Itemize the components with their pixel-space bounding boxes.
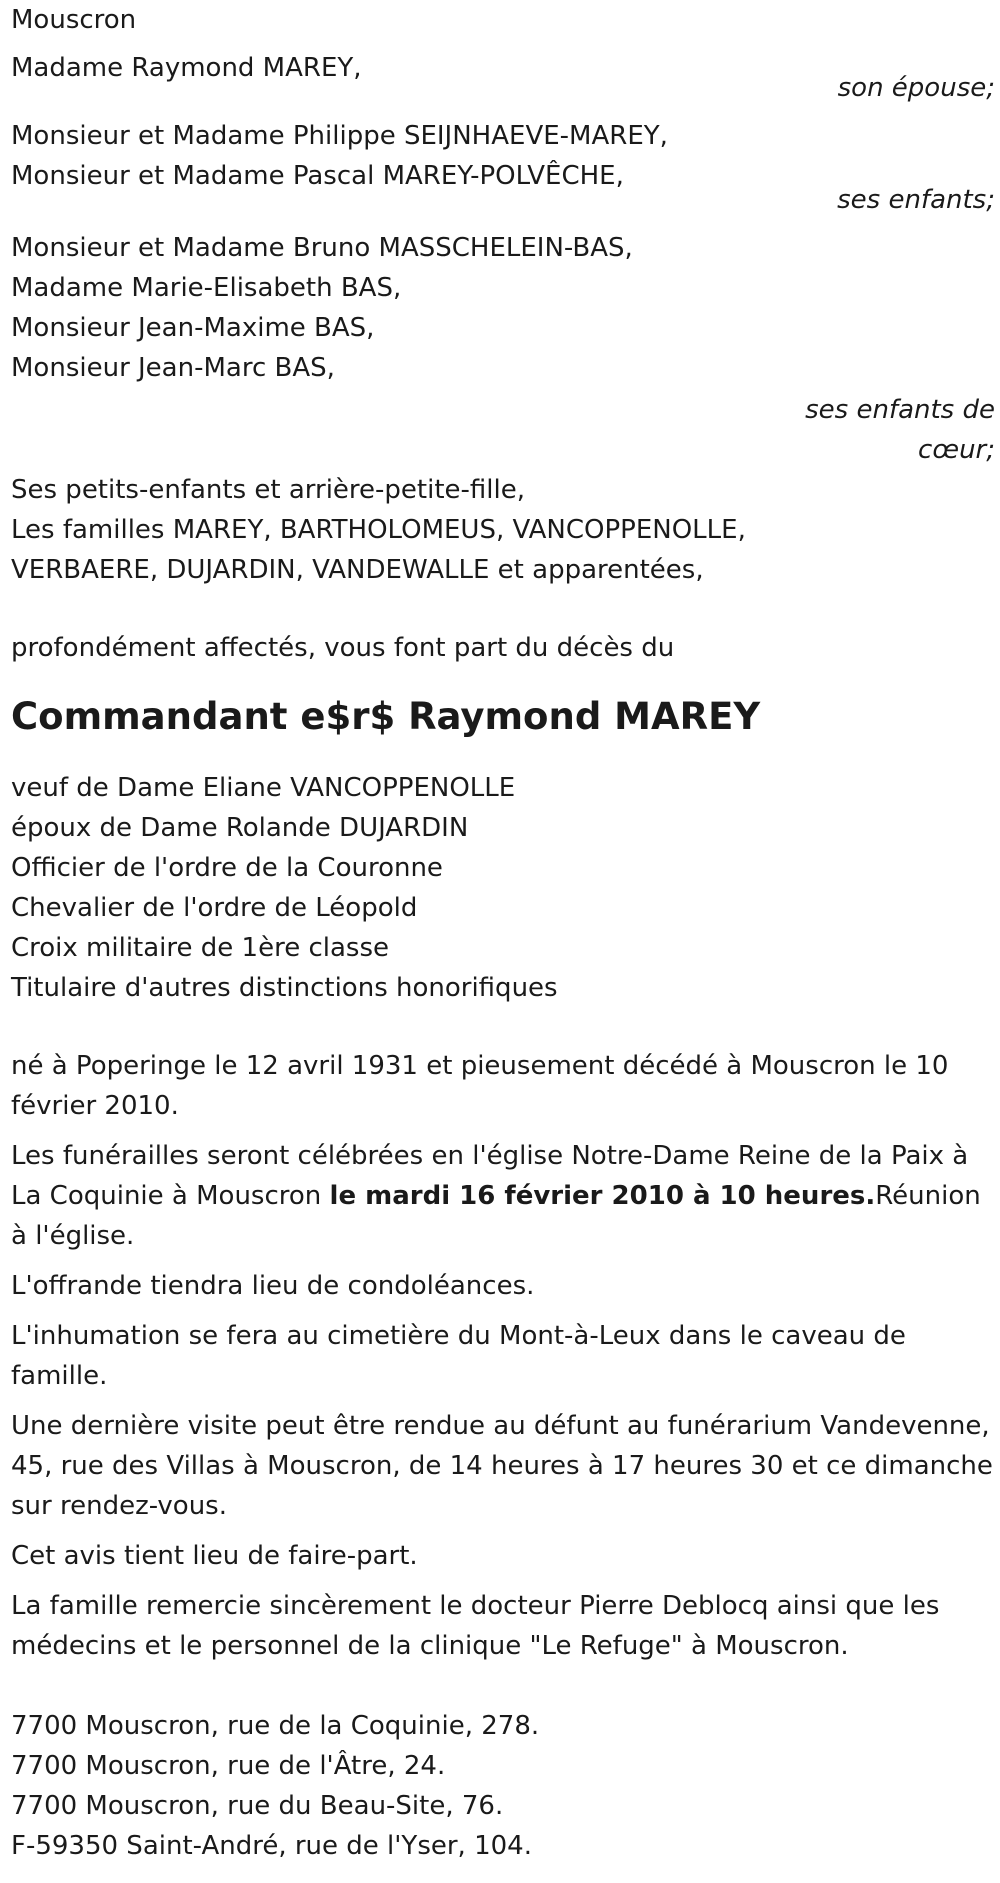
birth-paragraph: né à Poperinge le 12 avril 1931 et pieusement décédé à Mouscron le 10 février 2010.	[11, 1051, 949, 1121]
burial-paragraph: L'inhumation se fera au cimetière du Mont-à-Leux dans le caveau de famille.	[11, 1321, 906, 1391]
title-line: veuf de Dame Eliane VANCOPPENOLLE	[11, 773, 516, 803]
heart-children-block	[11, 228, 995, 470]
family-line: Ses petits-enfants et arrière-petite-fille,	[11, 475, 525, 505]
address-line: F-59350 Saint-André, rue de l'Yser, 104.	[11, 1831, 532, 1861]
addresses-block	[11, 1706, 995, 1866]
deceased-name-title: Commandant e$r$ Raymond MAREY	[11, 695, 761, 738]
funeral-meeting: Réunion à l'église.	[11, 1181, 981, 1251]
funeral-text: Les funérailles seront célébrées en l'église Notre-Dame Reine de la Paix à La Coquinie à Mouscron	[11, 1141, 969, 1211]
child-line: Monsieur et Madame Philippe SEIJNHAEVE-MAREY,	[11, 121, 668, 151]
address-line: 7700 Mouscron, rue du Beau-Site, 76.	[11, 1791, 504, 1821]
address-line: 7700 Mouscron, rue de la Coquinie, 278.	[11, 1711, 540, 1741]
announcement-text: profondément affectés, vous font part du décès du	[11, 633, 675, 663]
title-line: époux de Dame Rolande DUJARDIN	[11, 813, 469, 843]
funeral-paragraph	[11, 1136, 995, 1256]
title-line: Officier de l'ordre de la Couronne	[11, 853, 443, 883]
heart-children-role-cont: cœur;	[918, 435, 995, 465]
thanks-paragraph: La famille remercie sincèrement le docteur Pierre Deblocq ainsi que les médecins et le personnel de la clinique "Le Refuge" à Mouscron.	[11, 1591, 940, 1661]
city-heading: Mouscron	[11, 5, 137, 35]
titles-block	[11, 768, 995, 1008]
spouse-block	[11, 48, 995, 108]
spouse-role: son épouse;	[837, 73, 995, 103]
offering-paragraph: L'offrande tiendra lieu de condoléances.	[11, 1271, 535, 1301]
child-line: Monsieur et Madame Pascal MAREY-POLVÊCHE,	[11, 161, 624, 191]
heart-child-line: Monsieur Jean-Maxime BAS,	[11, 313, 375, 343]
obituary-notice	[11, 0, 995, 1866]
funeral-date: le mardi 16 février 2010 à 10 heures.	[329, 1181, 876, 1211]
family-line: VERBAERE, DUJARDIN, VANDEWALLE et apparentées,	[11, 555, 704, 585]
visit-paragraph: Une dernière visite peut être rendue au défunt au funérarium Vandevenne, 45, rue des Villas à Mouscron, de 14 heures à 17 heures 30 et ce dimanche sur rendez-vous.	[11, 1411, 993, 1521]
family-line: Les familles MAREY, BARTHOLOMEUS, VANCOPPENOLLE,	[11, 515, 746, 545]
title-line: Titulaire d'autres distinctions honorifiques	[11, 973, 558, 1003]
heart-child-line: Monsieur Jean-Marc BAS,	[11, 353, 335, 383]
address-line: 7700 Mouscron, rue de l'Âtre, 24.	[11, 1751, 446, 1781]
spouse-name: Madame Raymond MAREY,	[11, 53, 362, 83]
notice-paragraph: Cet avis tient lieu de faire-part.	[11, 1541, 418, 1571]
heart-child-line: Madame Marie-Elisabeth BAS,	[11, 273, 402, 303]
heart-children-role: ses enfants de	[805, 395, 995, 425]
children-role: ses enfants;	[837, 185, 995, 215]
title-line: Chevalier de l'ordre de Léopold	[11, 893, 418, 923]
heart-child-line: Monsieur et Madame Bruno MASSCHELEIN-BAS,	[11, 233, 633, 263]
title-line: Croix militaire de 1ère classe	[11, 933, 390, 963]
children-block	[11, 116, 995, 220]
family-block	[11, 470, 995, 590]
